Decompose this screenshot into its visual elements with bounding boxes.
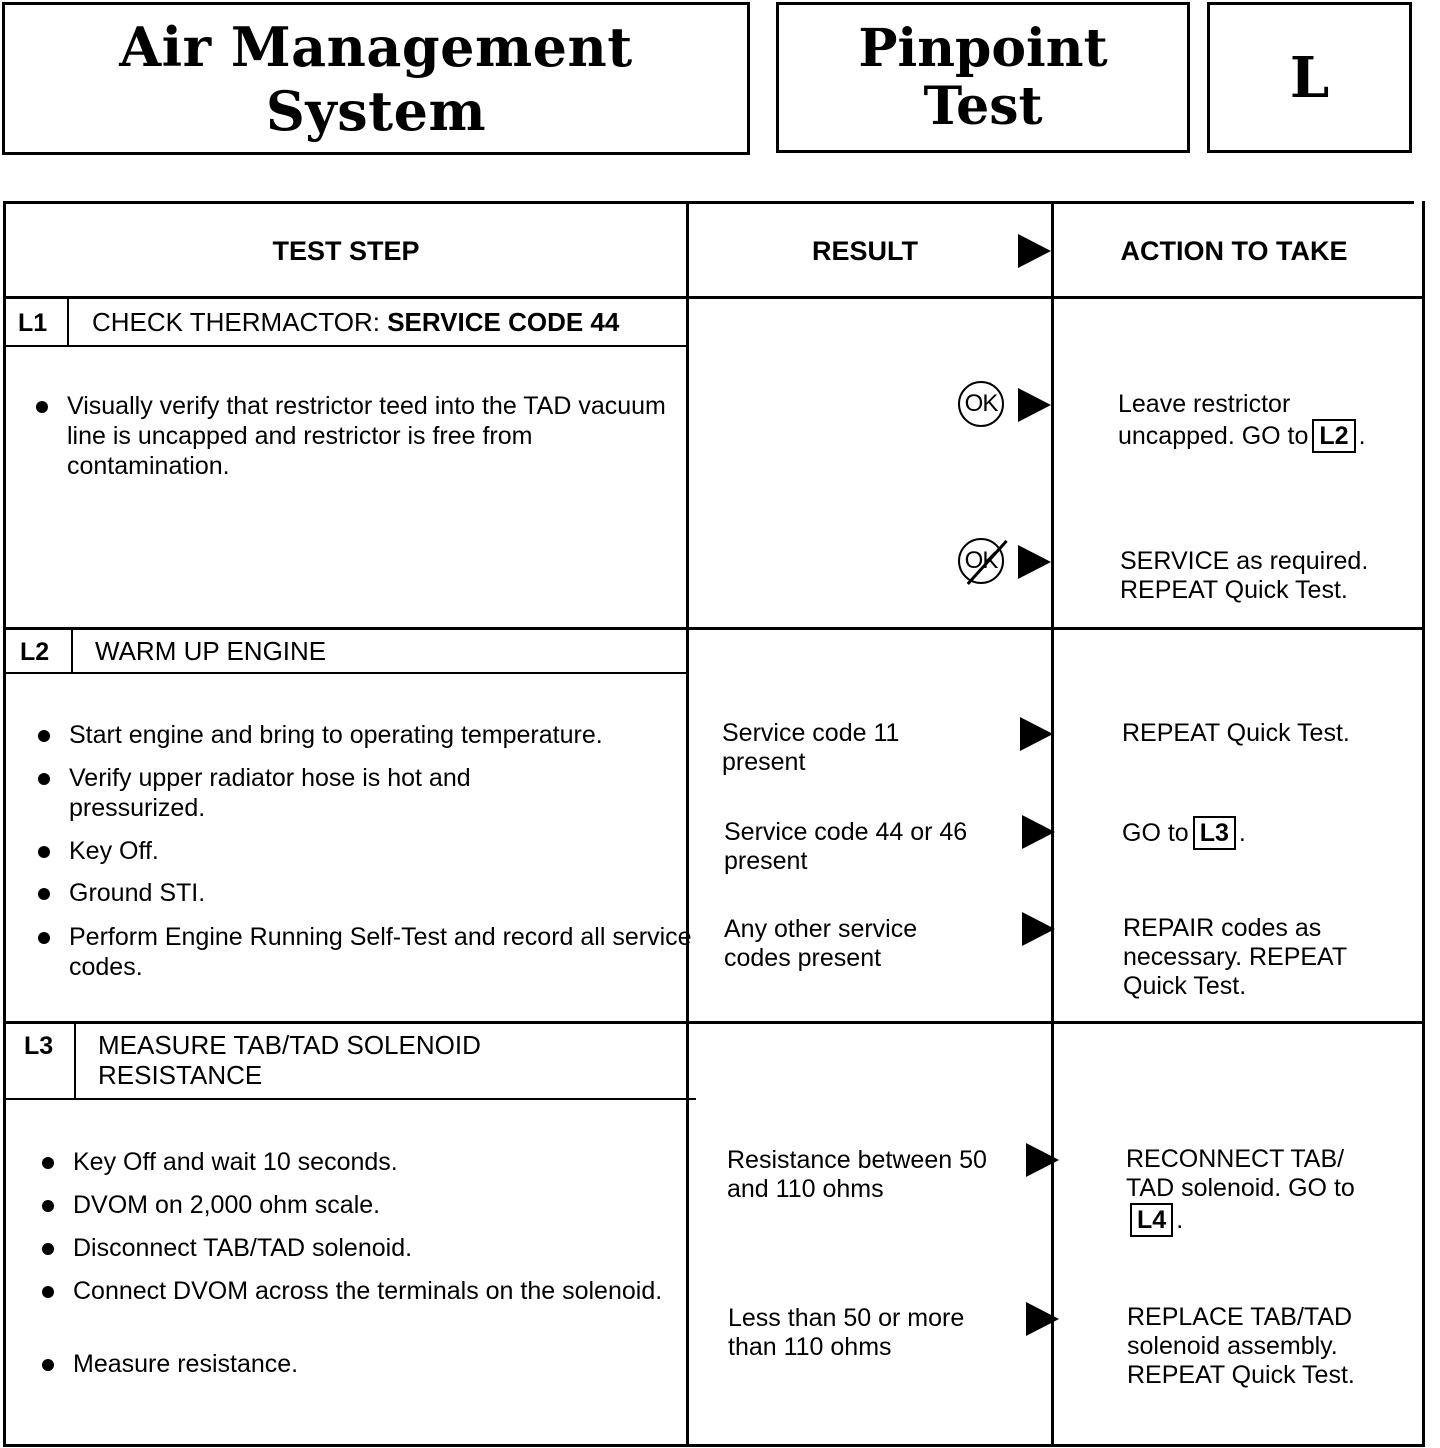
l1-title-underline [3,345,689,347]
l3-action-1 [1126,1145,1396,1237]
l3-title-underline [3,1098,696,1100]
l2-bullet-5: Perform Engine Running Self-Test and record all service codes. [38,922,709,982]
ref-box-l2[interactable]: L2 [1312,419,1355,453]
ok-symbol-text: OK [964,390,998,417]
step-id-l2: L2 [20,638,50,666]
l1-result-2-arrow-icon [1018,545,1051,579]
step-title-l1 [92,307,619,337]
column-divider-step-result [686,201,689,1447]
l2-action-2-text: GO to [1122,819,1189,847]
l3-bullet-3: Disconnect TAB/TAD solenoid. [42,1233,673,1263]
l2-title-underline [3,672,689,674]
l2-bullet-1: Start engine and bring to operating temperature. [38,720,709,750]
result-arrow-icon [1018,234,1051,268]
l3-bullet-1: Key Off and wait 10 seconds. [42,1147,673,1177]
l2-bullet-4: Ground STI. [38,878,669,908]
l2-bullet-2: Verify upper radiator hose is hot and pressurized. [38,763,609,823]
column-header-test-step: TEST STEP [272,236,420,266]
system-title-box [2,2,750,155]
step-id-l1: L1 [18,309,48,337]
column-header-result: RESULT [812,236,918,266]
l2-action-2-period: . [1238,819,1246,847]
l2-action-3: REPAIR codes as necessary. REPEAT Quick Test. [1123,914,1347,1000]
l2-result-3-arrow-icon [1022,912,1055,946]
test-type-box [776,2,1190,153]
l3-id-divider [74,1023,76,1099]
step-id-l3: L3 [24,1032,54,1060]
step-title-l1-text: CHECK THERMACTOR: [92,307,388,337]
l2-result-1-arrow-icon [1020,717,1053,751]
l3-result-1-arrow-icon [1026,1143,1059,1177]
column-header-action: ACTION TO TAKE [1120,236,1348,266]
not-ok-symbol-text: OK [964,547,998,574]
l3-result-2-arrow-icon [1026,1302,1059,1336]
l2-result-2-arrow-icon [1022,815,1055,849]
l3-result-1: Resistance between 50 and 110 ohms [727,1146,987,1203]
step-title-l1-bold: SERVICE CODE 44 [387,307,620,337]
l2-result-2: Service code 44 or 46 present [724,818,968,875]
table-border-top [3,201,1414,204]
l1-action-1-period: . [1358,422,1366,450]
ok-symbol-icon [958,381,1004,427]
l3-action-1-text: RECONNECT TAB/ TAD solenoid. GO to [1126,1145,1355,1202]
ref-box-l3[interactable]: L3 [1193,816,1236,850]
l1-action-1 [1118,390,1398,453]
l2-id-divider [71,629,73,673]
l2-action-1: REPEAT Quick Test. [1122,719,1350,747]
table-border-right [1422,201,1425,1447]
table-border-bottom [3,1444,1425,1447]
test-type-line-2: Test [923,75,1043,137]
l3-action-1-period: . [1176,1206,1184,1234]
test-type-line-1: Pinpoint [858,17,1108,79]
l3-bullet-4: Connect DVOM across the terminals on the solenoid. [42,1276,673,1306]
test-letter: L [1289,44,1330,111]
test-letter-box [1207,2,1412,153]
l1-action-1-text: Leave restrictor uncapped. GO to [1118,390,1309,450]
system-title: Air Management System [119,14,633,143]
l2-action-2 [1122,816,1412,850]
l1-bullet-1: Visually verify that restrictor teed into the TAD vacuum line is uncapped and restrictor is free from contamination. [36,391,677,481]
l2-bullet-3: Key Off. [38,836,669,866]
l1-action-2: SERVICE as required. REPEAT Quick Test. [1120,547,1369,604]
header-row-divider [3,296,1425,299]
l3-bullet-5: Measure resistance. [42,1349,673,1379]
test-type-title [858,17,1108,137]
step-divider-l1-l2 [3,627,1425,630]
l1-result-1-arrow-icon [1018,388,1051,422]
not-ok-symbol-icon [958,538,1004,584]
l3-result-2: Less than 50 or more than 110 ohms [728,1304,965,1361]
step-title-l3: MEASURE TAB/TAD SOLENOID RESISTANCE [98,1030,481,1090]
l3-bullet-2: DVOM on 2,000 ohm scale. [42,1190,673,1220]
step-divider-l2-l3 [3,1021,1425,1024]
l1-id-divider [67,298,69,346]
step-title-l2: WARM UP ENGINE [95,636,327,666]
table-border-left [3,201,6,1447]
l2-result-1: Service code 11 present [722,719,900,776]
l2-result-3: Any other service codes present [724,915,918,972]
l3-action-2: REPLACE TAB/TAD solenoid assembly. REPEAT Quick Test. [1127,1303,1355,1389]
ref-box-l4[interactable]: L4 [1130,1203,1173,1237]
